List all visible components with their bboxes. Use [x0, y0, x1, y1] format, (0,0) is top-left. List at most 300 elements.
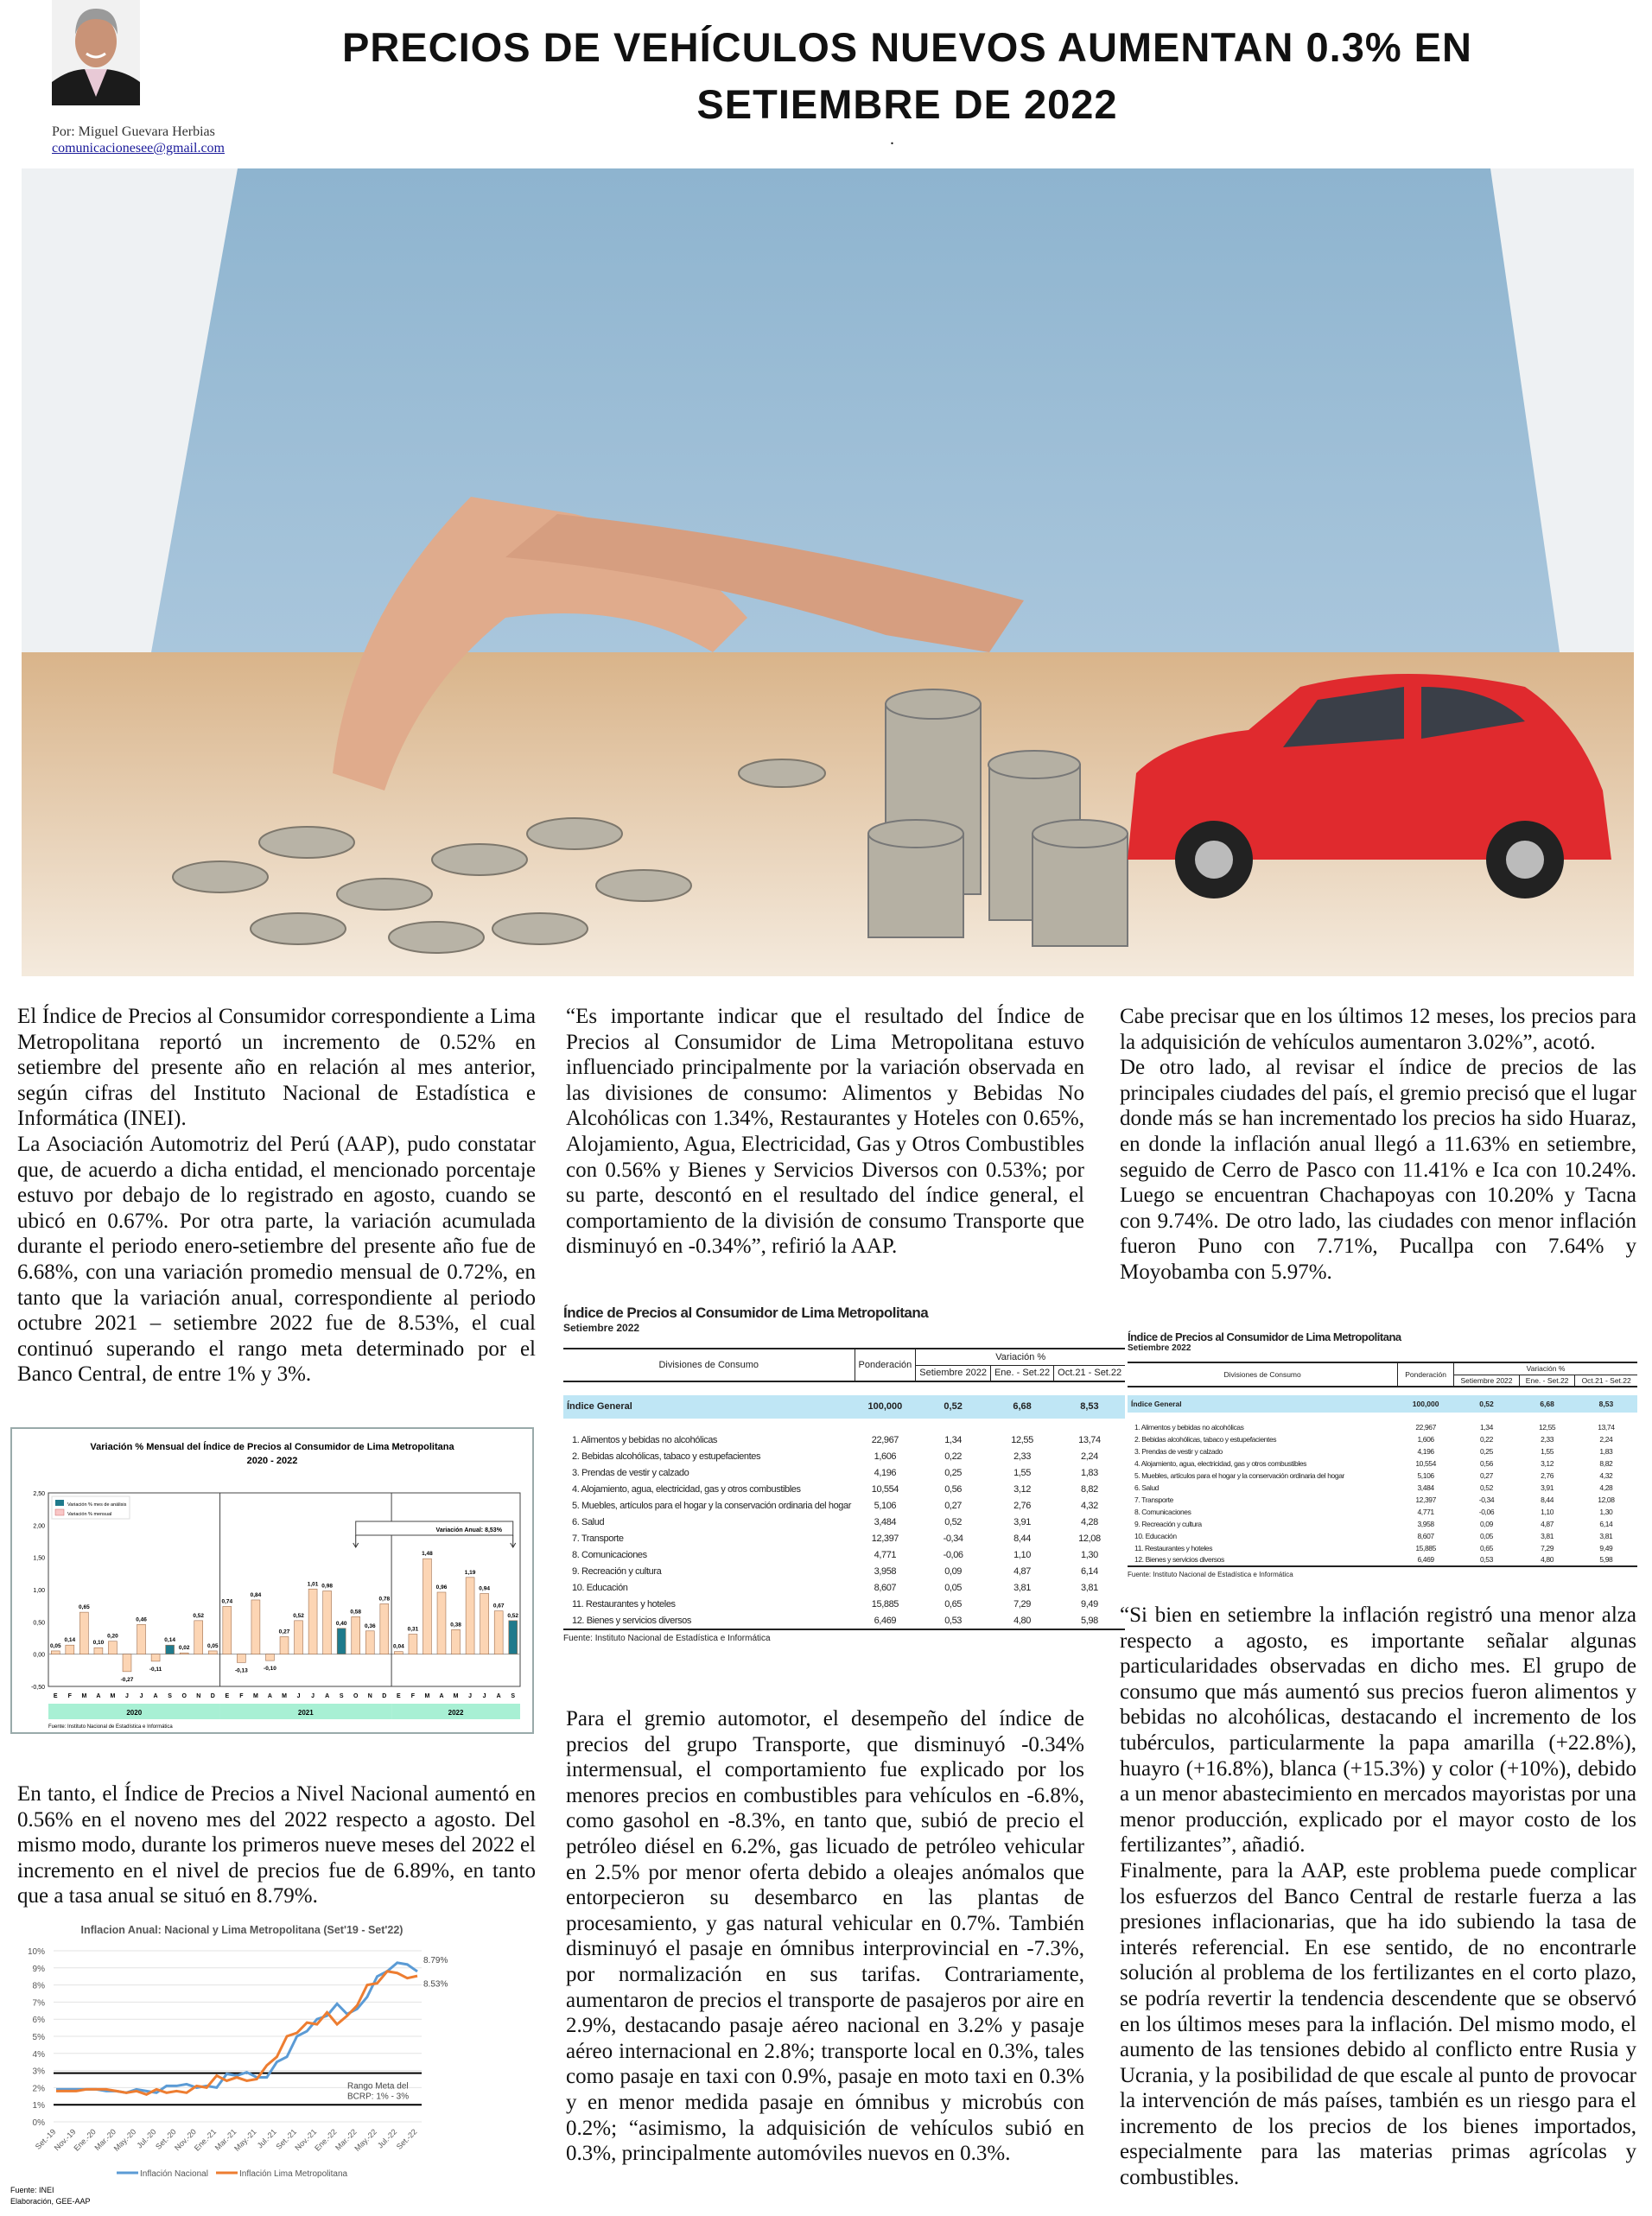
author-name: Por: Miguel Guevara Herbias	[52, 124, 215, 139]
series-line	[56, 1972, 417, 2095]
table-cell: 3,484	[1417, 1483, 1434, 1492]
table-cell: 0,27	[944, 1501, 963, 1512]
x-tick-label: May.-22	[353, 2127, 378, 2153]
x-tick-label: F	[410, 1693, 416, 1699]
table-cell: 100,000	[1412, 1399, 1439, 1408]
bar-value-label: 0,98	[321, 1583, 333, 1590]
table-row	[563, 1547, 1125, 1564]
chart-credit: Elaboración, GEE-AAP	[10, 2197, 91, 2206]
x-tick-label: F	[239, 1693, 244, 1699]
y-tick-label: 0%	[32, 2118, 45, 2128]
band-label: BCRP: 1% - 3%	[347, 2092, 410, 2102]
x-tick-label: M	[282, 1693, 287, 1699]
bar-value-label: -0,13	[234, 1667, 248, 1674]
table-cell: 1,30	[1081, 1550, 1098, 1561]
x-tick-label: J	[311, 1693, 315, 1699]
table-cell: 5,106	[1417, 1470, 1434, 1480]
table-row	[563, 1482, 1125, 1498]
table-subtitle: Setiembre 2022	[1128, 1343, 1191, 1353]
table-row	[563, 1449, 1125, 1465]
table-cell: 3,12	[1013, 1484, 1031, 1495]
bar-value-label: 0,31	[407, 1626, 419, 1633]
x-tick-label: Nov.-21	[293, 2127, 319, 2153]
table-cell: 11. Restaurantes y hoteles	[572, 1599, 676, 1610]
bar-value-label: 0,40	[335, 1620, 347, 1627]
table-title: Índice de Precios al Consumidor de Lima Metropolitana	[563, 1305, 929, 1321]
table-cell: 8. Comunicaciones	[572, 1550, 647, 1561]
x-tick-label: D	[382, 1693, 387, 1699]
bar-value-label: 0,05	[49, 1642, 61, 1649]
x-tick-label: May.-21	[232, 2127, 258, 2153]
table-subtitle: Setiembre 2022	[563, 1322, 640, 1334]
table-cell: 2. Bebidas alcohólicas, tabaco y estupefacientes	[572, 1451, 761, 1463]
table-cell: 2. Bebidas alcohólicas, tabaco y estupefacientes	[1134, 1434, 1277, 1444]
bar-value-label: 0,84	[250, 1591, 262, 1598]
table-row	[563, 1580, 1125, 1597]
x-tick-label: M	[81, 1693, 87, 1699]
hero-photo	[22, 168, 1634, 976]
bar	[251, 1600, 260, 1654]
chart-source: Fuente: Instituto Nacional de Estadística e Informática	[48, 1724, 173, 1730]
table-cell: 9,49	[1081, 1599, 1098, 1610]
bar	[352, 1616, 360, 1654]
table-cell: 5,98	[1599, 1555, 1613, 1565]
table-cell: 12,397	[871, 1533, 899, 1545]
table-row	[1128, 1542, 1637, 1554]
table-cell: 13,74	[1078, 1435, 1101, 1446]
bar	[480, 1593, 489, 1654]
table-cell: 0,53	[944, 1615, 963, 1626]
bar-value-label: 1,19	[464, 1569, 476, 1576]
y-tick-label: 4%	[32, 2049, 45, 2060]
x-tick-label: O	[181, 1693, 187, 1699]
table-cell: 1,55	[1541, 1446, 1554, 1456]
table-cell: 4,80	[1013, 1615, 1031, 1626]
x-tick-label: A	[153, 1693, 158, 1699]
bar-value-label: 0,36	[364, 1622, 376, 1629]
paragraph: El Índice de Precios al Consumidor correspondiente a Lima Metropolitana reportó un incremento de 0.52% en setiembre del presente año en relación al mes anterior, según cifras del Instituto Nacional de Estadística e Informática (INEI).	[17, 1005, 536, 1131]
x-tick-label: May.-20	[111, 2127, 138, 2153]
table-cell: 100,000	[867, 1401, 903, 1413]
table-cell: 15,885	[1415, 1543, 1436, 1552]
dot: .	[890, 130, 894, 149]
table-cell: 3,81	[1013, 1583, 1031, 1594]
table-row	[1128, 1518, 1637, 1530]
paragraph: Cabe precisar que en los últimos 12 meses, los precios para la adquisición de vehículos aumentaron 3.02%”, acotó.	[1120, 1005, 1636, 1054]
table-cell: 8,607	[1417, 1531, 1434, 1540]
bar	[466, 1578, 474, 1654]
table-cell: 0,52	[1480, 1483, 1493, 1492]
chart-title: Inflacion Anual: Nacional y Lima Metropolitana (Set'19 - Set'22)	[80, 1924, 403, 1936]
legend-label: Inflación Nacional	[140, 2169, 208, 2179]
table-cell: 6,68	[1013, 1401, 1032, 1413]
table-row-general	[563, 1395, 1125, 1419]
table-row	[1128, 1494, 1637, 1506]
year-label: 2022	[448, 1709, 464, 1717]
table-row	[563, 1465, 1125, 1482]
y-tick-label: 1,50	[33, 1555, 45, 1562]
y-tick-label: 3%	[32, 2067, 45, 2077]
y-tick-label: 2,00	[33, 1523, 45, 1530]
x-tick-label: N	[367, 1693, 372, 1699]
bar-value-label: 0,14	[64, 1637, 76, 1644]
table-cell: 5. Muebles, artículos para el hogar y la conservación ordinaria del hogar	[1134, 1470, 1344, 1480]
x-tick-label: Jul.-21	[255, 2127, 278, 2150]
table-row	[1128, 1506, 1637, 1518]
table-cell: 6,14	[1599, 1519, 1613, 1528]
table-cell: 0,09	[1480, 1519, 1493, 1528]
bar-value-label: 0,52	[193, 1612, 205, 1619]
table-cell: 4,28	[1599, 1483, 1613, 1492]
bar	[323, 1591, 332, 1654]
bar	[237, 1654, 245, 1663]
table-cell: 7. Transporte	[572, 1533, 624, 1545]
table-cell: 2,76	[1013, 1501, 1031, 1512]
table-cell: 3,12	[1541, 1458, 1554, 1468]
x-tick-label: D	[210, 1693, 215, 1699]
table-cell: Índice General	[567, 1401, 632, 1413]
bar	[265, 1654, 274, 1660]
paragraph: “Si bien en setiembre la inflación registró una menor alza respecto a agosto, es importante señalar algunas particularidades observadas en dicho mes. El grupo de consumo que más aumentó sus precios fueron alimentos y bebidas no alcohólicas, destacando el incremento de los tubérculos, particularmente la papa amarilla (+22.8%), huayro (+16.8%), blanca (+15.3%) y color (+10%), debido a un menor abastecimiento en mercados mayoristas por una menor producción, explicado por el mayor costo de los fertilizantes”, añadió.	[1120, 1603, 1636, 1857]
table-row	[563, 1531, 1125, 1547]
table-cell: 0,52	[944, 1401, 963, 1413]
table-cell: 4,32	[1599, 1470, 1613, 1480]
x-tick-label: Nov.-19	[52, 2127, 78, 2153]
y-tick-label: 5%	[32, 2033, 45, 2042]
table-cell: 12,08	[1598, 1495, 1615, 1504]
table-cell: 12,08	[1078, 1533, 1101, 1545]
table-cell: 7. Transporte	[1134, 1495, 1173, 1504]
table-title: Índice de Precios al Consumidor de Lima Metropolitana	[1128, 1330, 1401, 1343]
table-cell: 0,53	[1480, 1555, 1493, 1565]
table-cell: 15,885	[871, 1599, 899, 1610]
legend-label: Inflación Lima Metropolitana	[239, 2169, 348, 2179]
table-cell: 10. Educación	[572, 1583, 628, 1594]
y-tick-label: 6%	[32, 2016, 45, 2026]
table-cell: -0,34	[1478, 1495, 1495, 1504]
paragraph: Para el gremio automotor, el desempeño del índice de precios del grupo Transporte, que disminuyó -0.34% intermensual, el comportamiento fue explicado por los menores precios en combustibles para vehículos en -6.8%, como gasohol en -8.3%, en tanto que, subió de precio el petróleo diésel en 6.2%, gas licuado de petróleo vehicular en 2.5% por menor oferta debido a oleajes anómalos que entorpecieron su desembarco en las plantas de procesamiento, y gas natural vehicular en 0.7%. También disminuyó el pasaje en ómnibus interprovincial en -7.3%, por normalización en sus tarifas. Contrariamente, aumentaron de precios el transporte de pasajeros por aire en 2.9%, destacando pasaje aéreo nacional en 3.2% y pasaje aéreo internacional en 2.8%; transporte local en 0.3%, tales como pasaje en taxi con 0.9%, pasaje en moto taxi en 0.3% y en menor medida pasaje en ómnibus y microbús con 0.2%; “asimismo, la adquisición de vehículos subió en 0.3%, principalmente automóviles nuevos en 0.3%.	[566, 1707, 1084, 2166]
table-cell: 22,967	[1415, 1422, 1436, 1432]
bar	[194, 1621, 203, 1654]
table-cell: 4,28	[1081, 1517, 1098, 1528]
table-cell: 3,81	[1081, 1583, 1098, 1594]
x-tick-label: A	[439, 1693, 444, 1699]
table-cell: 6,469	[1417, 1555, 1434, 1565]
table-cell: 4,87	[1541, 1519, 1554, 1528]
table-cell: -0,06	[1478, 1507, 1495, 1516]
bar	[308, 1589, 317, 1654]
table-row	[1128, 1482, 1637, 1494]
table-cell: 4,80	[1541, 1555, 1554, 1565]
table-row	[1128, 1445, 1637, 1457]
table-row	[563, 1564, 1125, 1580]
byline	[52, 124, 225, 156]
table-cell: 5,106	[874, 1501, 897, 1512]
table-cell: 1,606	[874, 1451, 897, 1463]
bar-chart-svg	[12, 1429, 532, 1732]
bar-value-label: -0,10	[264, 1666, 276, 1673]
bar	[494, 1611, 503, 1654]
x-tick-label: Mar.-21	[213, 2127, 238, 2152]
table-row	[1128, 1470, 1637, 1482]
table-cell: 6,68	[1540, 1399, 1554, 1408]
band-label: Rango Meta del	[347, 2081, 409, 2092]
table-cell: 3. Prendas de vestir y calzado	[1134, 1446, 1223, 1456]
table-cell: 0,05	[1480, 1531, 1493, 1540]
x-tick-label: A	[325, 1693, 330, 1699]
bar-value-label: 0,04	[393, 1643, 404, 1650]
column-2-bottom	[566, 1706, 1084, 2167]
y-tick-label: 2,50	[33, 1491, 45, 1497]
y-tick-label: 7%	[32, 1998, 45, 2009]
bar-value-label: 0,52	[293, 1612, 304, 1619]
table-cell: 0,56	[944, 1484, 963, 1495]
bar	[166, 1645, 175, 1654]
table-cell: 10,554	[871, 1484, 899, 1495]
bar	[180, 1653, 188, 1654]
bar-value-label: 0,20	[107, 1633, 118, 1640]
x-tick-label: Nov.-20	[173, 2127, 198, 2153]
table-cell: 6,469	[874, 1615, 897, 1626]
y-tick-label: 8%	[32, 1981, 45, 1991]
bar	[337, 1629, 346, 1654]
x-tick-label: J	[125, 1693, 129, 1699]
table-cell: 4. Alojamiento, agua, electricidad, gas y otros combustibles	[572, 1484, 801, 1495]
bar	[79, 1612, 88, 1654]
table-cell: 1,10	[1541, 1507, 1554, 1516]
table-cell: 1. Alimentos y bebidas no alcohólicas	[572, 1435, 718, 1446]
table-cell: 1,83	[1599, 1446, 1613, 1456]
table-cell: 3,91	[1541, 1483, 1554, 1492]
monthly-cpi-bar-chart	[10, 1427, 534, 1734]
table-cell: 12,55	[1538, 1422, 1556, 1432]
line-chart-svg	[9, 1918, 537, 2212]
bar-value-label: 0,58	[350, 1609, 362, 1616]
table-cell: 0,25	[944, 1468, 963, 1479]
table-cell: 0,56	[1480, 1458, 1493, 1468]
table-cell: 0,65	[1480, 1543, 1493, 1552]
table-cell: 1,30	[1599, 1507, 1613, 1516]
x-tick-label: E	[397, 1693, 401, 1699]
column-1-bottom	[17, 1781, 536, 1909]
bar	[394, 1652, 403, 1654]
annotation-arrows	[353, 1535, 516, 1547]
article-title	[225, 19, 1590, 133]
bar-value-label: 0,52	[507, 1612, 519, 1619]
table-cell: 2,24	[1599, 1434, 1613, 1444]
author-email-link[interactable]: comunicacionesee@gmail.com	[52, 141, 225, 156]
table-row-general	[1128, 1395, 1637, 1413]
paragraph: Finalmente, para la AAP, este problema puede complicar los esfuerzos del Banco Central de restarle fuerza a las presiones inflacionarias, que ha ido subiendo la tasa de interés referencial. En ese sentido, de no encontrarle solución al problema de los fertilizantes en el corto plazo, se podría revertir la tendencia descendente que se observó en los últimos meses para la inflación. Del mismo modo, el aumento de las tensiones debido al conflicto entre Rusia y Ucrania, y la posibilidad de que escale al punto de provocar la intervención de más países, también es un riesgo para el incremento de los precios de los bienes importados, especialmente para las materias primas agrícolas y combustibles.	[1120, 1858, 1636, 2190]
table-cell: 9. Recreación y cultura	[572, 1566, 662, 1578]
x-tick-label: J	[139, 1693, 143, 1699]
header-variation: Variación %	[916, 1349, 1125, 1365]
table-cell: 3,81	[1599, 1531, 1613, 1540]
year-label: 2021	[297, 1709, 314, 1717]
table-cell: 9. Recreación y cultura	[1134, 1519, 1202, 1528]
table-cell: 0,25	[1480, 1446, 1493, 1456]
table-source: Fuente: Instituto Nacional de Estadística e Informática	[1128, 1570, 1293, 1578]
x-tick-label: J	[482, 1693, 486, 1699]
header-variation: Variación %	[1454, 1362, 1637, 1375]
table-cell: 2,33	[1541, 1434, 1554, 1444]
table-cell: 10,554	[1415, 1458, 1436, 1468]
bar	[380, 1603, 389, 1654]
bar-value-label: 0,05	[206, 1642, 219, 1649]
chart-subtitle: 2020 - 2022	[246, 1456, 298, 1466]
table-row	[1128, 1554, 1637, 1566]
table-cell: 4,196	[1417, 1446, 1434, 1456]
x-tick-label: N	[196, 1693, 201, 1699]
bar-value-label: -0,27	[120, 1676, 134, 1683]
header-ytd: Ene. - Set.22	[990, 1365, 1053, 1381]
bar	[108, 1641, 117, 1654]
table-row	[563, 1498, 1125, 1514]
bar-value-label: 0,65	[79, 1604, 90, 1611]
x-tick-label: A	[496, 1693, 501, 1699]
bar-value-label: -0,11	[149, 1666, 162, 1673]
table-cell: 12,397	[1415, 1495, 1436, 1504]
table-cell: 6. Salud	[572, 1517, 605, 1528]
column-3	[1120, 1004, 1636, 1286]
header-divisions: Divisiones de Consumo	[563, 1349, 855, 1381]
table-row	[563, 1432, 1125, 1449]
table-cell: 1,34	[944, 1435, 963, 1446]
chart-title: Variación % Mensual del Índice de Precios al Consumidor de Lima Metropolitana	[90, 1442, 454, 1452]
table-cell: 6,14	[1081, 1566, 1098, 1578]
bar	[365, 1631, 374, 1654]
table-cell: -0,06	[943, 1550, 963, 1561]
paragraph: La Asociación Automotriz del Perú (AAP), pudo constatar que, de acuerdo a dicha entidad, el mencionado porcentaje estuvo por debajo de lo registrado en agosto, cuando se ubicó en 0.67%. Por otra parte, la variación acumulada durante el periodo enero-setiembre del presente año fue de 6.68%, con una variación promedio mensual de 0.72%, en tanto que la variación anual, correspondiente al periodo octubre 2021 – setiembre 2022 fue de 8.53%, el cual continuó superando el rango meta determinado por el Banco Central, de entre 1% y 3%.	[17, 1132, 536, 1387]
x-tick-label: O	[353, 1693, 359, 1699]
table-cell: 0,52	[1479, 1399, 1494, 1408]
bar-value-label: 0,10	[92, 1640, 105, 1647]
x-tick-label: F	[67, 1693, 72, 1699]
bar-value-label: 0,96	[435, 1584, 448, 1591]
table-cell: 11. Restaurantes y hoteles	[1134, 1543, 1213, 1552]
table-cell: 6. Salud	[1134, 1483, 1159, 1492]
table-cell: 5. Muebles, artículos para el hogar y la conservación ordinaria del hogar	[572, 1501, 851, 1512]
x-tick-label: E	[225, 1693, 230, 1699]
x-tick-label: Ene.-22	[313, 2127, 339, 2153]
bar-value-label: 0,27	[278, 1629, 290, 1635]
x-tick-label: M	[453, 1693, 459, 1699]
table-cell: 0,27	[1480, 1470, 1493, 1480]
table-cell: 4,771	[874, 1550, 897, 1561]
table-cell: 8. Comunicaciones	[1134, 1507, 1191, 1516]
x-tick-label: S	[168, 1693, 172, 1699]
table-cell: 12. Bienes y servicios diversos	[572, 1615, 691, 1626]
table-cell: 4,196	[874, 1468, 897, 1479]
cpi-table-repeat	[1128, 1330, 1637, 1578]
x-tick-label: J	[296, 1693, 301, 1699]
column-1	[17, 1004, 536, 1387]
bar	[66, 1645, 74, 1654]
x-tick-label: S	[511, 1693, 516, 1699]
title-line-1: PRECIOS DE VEHÍCULOS NUEVOS AUMENTAN 0.3% EN	[342, 24, 1472, 70]
bar-value-label: 0,46	[136, 1616, 147, 1623]
x-tick-label: Set.-21	[274, 2127, 299, 2151]
table-row	[563, 1514, 1125, 1531]
y-tick-label: 9%	[32, 1964, 45, 1974]
table-cell: 0,22	[944, 1451, 963, 1463]
table-source: Fuente: Instituto Nacional de Estadística e Informática	[563, 1633, 771, 1643]
bar-value-label: 1,48	[422, 1551, 433, 1558]
annotation-label: Variación Anual: 8,53%	[435, 1527, 502, 1533]
table-cell: 3. Prendas de vestir y calzado	[572, 1468, 689, 1479]
bar-value-label: 0,38	[450, 1622, 461, 1629]
cpi-table	[563, 1305, 1122, 1643]
table-cell: 1. Alimentos y bebidas no alcohólicas	[1134, 1422, 1244, 1432]
bar	[409, 1635, 417, 1654]
header-month: Setiembre 2022	[1454, 1375, 1520, 1387]
x-tick-label: Jul.-20	[135, 2127, 158, 2150]
paragraph: De otro lado, al revisar el índice de precios de las principales ciudades del país, el gremio precisó que el lugar donde más se han incrementado los precios ha sido Huaraz, en donde la inflación anual llegó a 11.63% en setiembre, seguido de Cerro de Pasco con 11.41% e Ica con 10.24%. Luego se encuentran Chachapoyas con 10.20% y Tacna con 9.74%. De otro lado, las ciudades con menor inflación fueron Puno con 7.71%, Pucallpa con 7.64% y Moyobamba con 5.97%.	[1120, 1056, 1636, 1284]
table-cell: -0,34	[943, 1533, 963, 1545]
table-cell: 12. Bienes y servicios diversos	[1134, 1555, 1224, 1565]
x-tick-label: Set.-20	[154, 2127, 178, 2151]
y-tick-label: 0,50	[33, 1620, 45, 1627]
table-cell: 2,76	[1541, 1470, 1554, 1480]
table-cell: 12,55	[1011, 1435, 1033, 1446]
table-cell: 10. Educación	[1134, 1531, 1177, 1540]
x-tick-label: J	[468, 1693, 473, 1699]
bar	[509, 1621, 518, 1654]
x-tick-label: Jul.-22	[376, 2127, 399, 2150]
table-cell: 8,82	[1599, 1458, 1613, 1468]
table-cell: 2,33	[1013, 1451, 1031, 1463]
bar-value-label: 0,67	[492, 1603, 505, 1610]
header-weight: Ponderación	[855, 1349, 916, 1381]
annual-inflation-line-chart	[9, 1918, 537, 2212]
y-tick-label: 0,00	[33, 1652, 45, 1659]
bar	[280, 1637, 289, 1654]
table-cell: 8,44	[1013, 1533, 1031, 1545]
table-cell: 3,958	[1417, 1519, 1434, 1528]
column-3-bottom	[1120, 1603, 1636, 2191]
x-tick-label: Ene.-21	[192, 2127, 219, 2153]
x-tick-label: M	[252, 1693, 258, 1699]
x-tick-label: Mar.-22	[334, 2127, 359, 2152]
header-12m: Oct.21 - Set.22	[1575, 1375, 1637, 1387]
table-cell: 1,606	[1417, 1434, 1434, 1444]
legend-label: Variación % mes de análisis	[67, 1502, 127, 1508]
table-cell: 1,83	[1081, 1468, 1098, 1479]
bar	[452, 1629, 461, 1654]
bar-value-label: 0,74	[221, 1598, 233, 1605]
bar	[137, 1624, 146, 1654]
table-cell: 8,82	[1081, 1484, 1098, 1495]
table-cell: 7,29	[1013, 1599, 1031, 1610]
y-tick-label: 10%	[27, 1947, 45, 1957]
table-cell: 0,65	[944, 1599, 963, 1610]
bar	[51, 1651, 60, 1654]
table-row	[1128, 1433, 1637, 1445]
y-tick-label: 1%	[32, 2101, 45, 2111]
table-row	[563, 1597, 1125, 1613]
table-cell: 4. Alojamiento, agua, electricidad, gas y otros combustibles	[1134, 1458, 1307, 1468]
y-tick-label: 2%	[32, 2084, 45, 2094]
end-label-national: 8.79%	[423, 1955, 448, 1965]
y-tick-label: -0,50	[31, 1685, 45, 1691]
table-cell: 9,49	[1599, 1543, 1613, 1552]
year-label: 2020	[126, 1709, 143, 1717]
y-tick-label: 1,00	[33, 1588, 45, 1594]
legend-label: Variación % mensual	[67, 1512, 112, 1517]
x-tick-label: A	[267, 1693, 272, 1699]
chart-source: Fuente: INEI	[10, 2186, 54, 2194]
legend-swatch	[55, 1500, 64, 1506]
